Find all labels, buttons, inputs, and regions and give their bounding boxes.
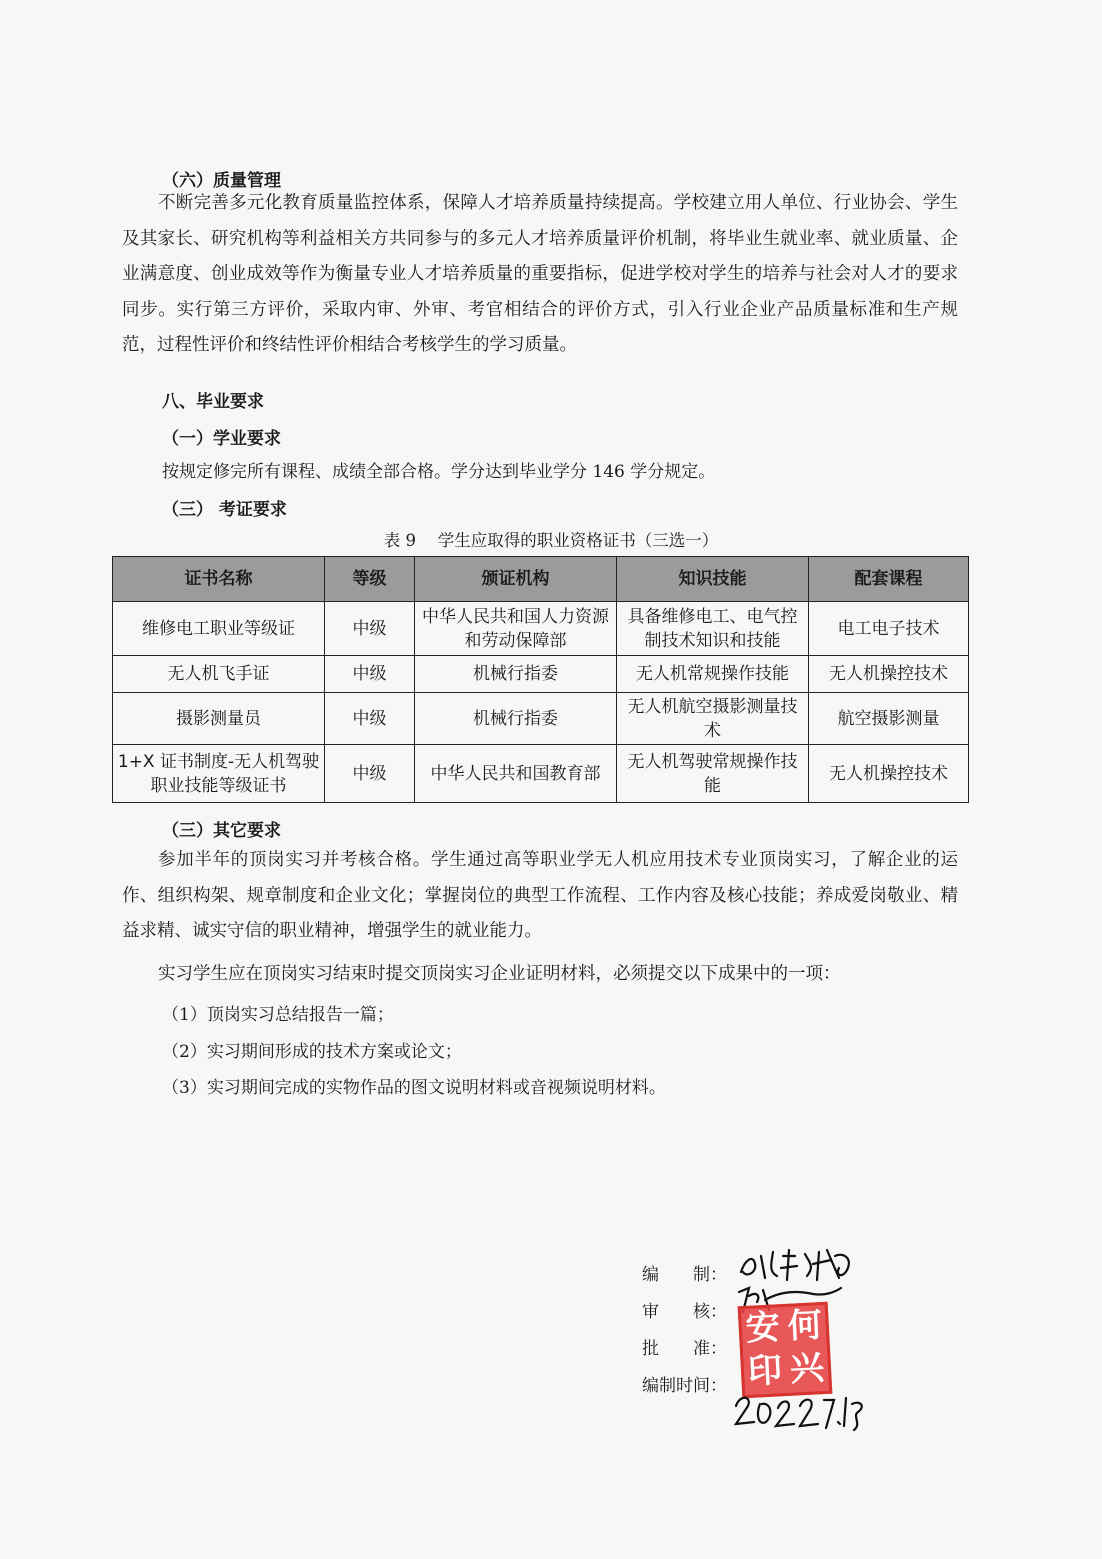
header-level: 等级 (325, 557, 415, 602)
cert-heading: （三） 考证要求 (162, 500, 287, 520)
table-header-row (113, 557, 969, 602)
cell-skills: 无人机驾驶常规操作技能 (617, 745, 809, 803)
certificate-table (112, 556, 969, 803)
header-skills: 知识技能 (617, 557, 809, 602)
table-row (113, 693, 969, 745)
cell-cert-name: 无人机飞手证 (113, 656, 325, 693)
cell-issuer: 机械行指委 (415, 693, 617, 745)
other-paragraph-1: 参加半年的顶岗实习并考核合格。学生通过高等职业学无人机应用技术专业顶岗实习，了解企业的运作、组织构架、规章制度和企业文化；掌握岗位的典型工作流程、工作内容及核心技能；养成爱岗敬业、精益求精、诚实守信的职业精神，增强学生的就业能力。 (122, 850, 958, 941)
other-heading: （三）其它要求 (162, 821, 281, 841)
other-paragraph-2: 实习学生应在顶岗实习结束时提交顶岗实习企业证明材料，必须提交以下成果中的一项： (158, 964, 841, 984)
quality-heading: （六）质量管理 (162, 171, 281, 191)
cell-course: 电工电子技术 (809, 602, 969, 656)
list-item: （3）实习期间完成的实物作品的图文说明材料或音视频说明材料。 (162, 1078, 666, 1098)
cell-course: 航空摄影测量 (809, 693, 969, 745)
cell-cert-name: 维修电工职业等级证 (113, 602, 325, 656)
reviewed-label: 审 核： (642, 1302, 727, 1322)
seal-char: 兴 (788, 1348, 826, 1390)
list-item: （2）实习期间形成的技术方案或论文； (162, 1042, 462, 1062)
cell-cert-name: 摄影测量员 (113, 693, 325, 745)
table-row (113, 656, 969, 693)
cell-level: 中级 (325, 693, 415, 745)
header-cert-name: 证书名称 (113, 557, 325, 602)
cell-issuer: 中华人民共和国人力资源和劳动保障部 (415, 602, 617, 656)
compiler-signature (735, 1242, 865, 1286)
seal-char: 印 (747, 1350, 784, 1392)
cell-issuer: 中华人民共和国教育部 (415, 745, 617, 803)
approved-label: 批 准： (642, 1339, 727, 1359)
cell-skills: 具备维修电工、电气控制技术知识和技能 (617, 602, 809, 656)
header-issuer: 颁证机构 (415, 557, 617, 602)
cell-level: 中级 (325, 656, 415, 693)
graduation-heading: 八、毕业要求 (162, 392, 264, 412)
cell-course: 无人机操控技术 (809, 745, 969, 803)
compiled-label: 编 制： (642, 1265, 727, 1285)
cell-skills: 无人机常规操作技能 (617, 656, 809, 693)
list-item: （1）顶岗实习总结报告一篇； (162, 1005, 394, 1025)
header-course: 配套课程 (809, 557, 969, 602)
table-row (113, 602, 969, 656)
cell-level: 中级 (325, 602, 415, 656)
table-caption: 表 9 学生应取得的职业资格证书（三选一） (383, 531, 719, 550)
seal-char: 安 (744, 1307, 781, 1349)
academic-text: 按规定修完所有课程、成绩全部合格。学分达到毕业学分 146 学分规定。 (162, 462, 716, 482)
cell-level: 中级 (325, 745, 415, 803)
academic-heading: （一）学业要求 (162, 429, 281, 449)
cell-issuer: 机械行指委 (415, 656, 617, 693)
cell-cert-name: 1+X 证书制度-无人机驾驶职业技能等级证书 (113, 745, 325, 803)
quality-paragraph: 不断完善多元化教育质量监控体系，保障人才培养质量持续提高。学校建立用人单位、行业协会、学生及其家长、研究机构等利益相关方共同参与的多元人才培养质量评价机制，将毕业生就业率、就业质量、企业满意度、创业成效等作为衡量专业人才培养质量的重要指标，促进学校对学生的培养与社会对人才的要求同步。实行第三方评价，采取内审、外审、考官相结合的评价方式，引入行业企业产品质量标准和生产规范，过程性评价和终结性评价相结合考核学生的学习质量。 (122, 193, 958, 355)
date-label: 编制时间： (642, 1376, 727, 1396)
seal-char: 何 (786, 1305, 823, 1347)
cell-skills: 无人机航空摄影测量技术 (617, 693, 809, 745)
handwritten-date (730, 1384, 870, 1434)
table-row (113, 745, 969, 803)
cell-course: 无人机操控技术 (809, 656, 969, 693)
